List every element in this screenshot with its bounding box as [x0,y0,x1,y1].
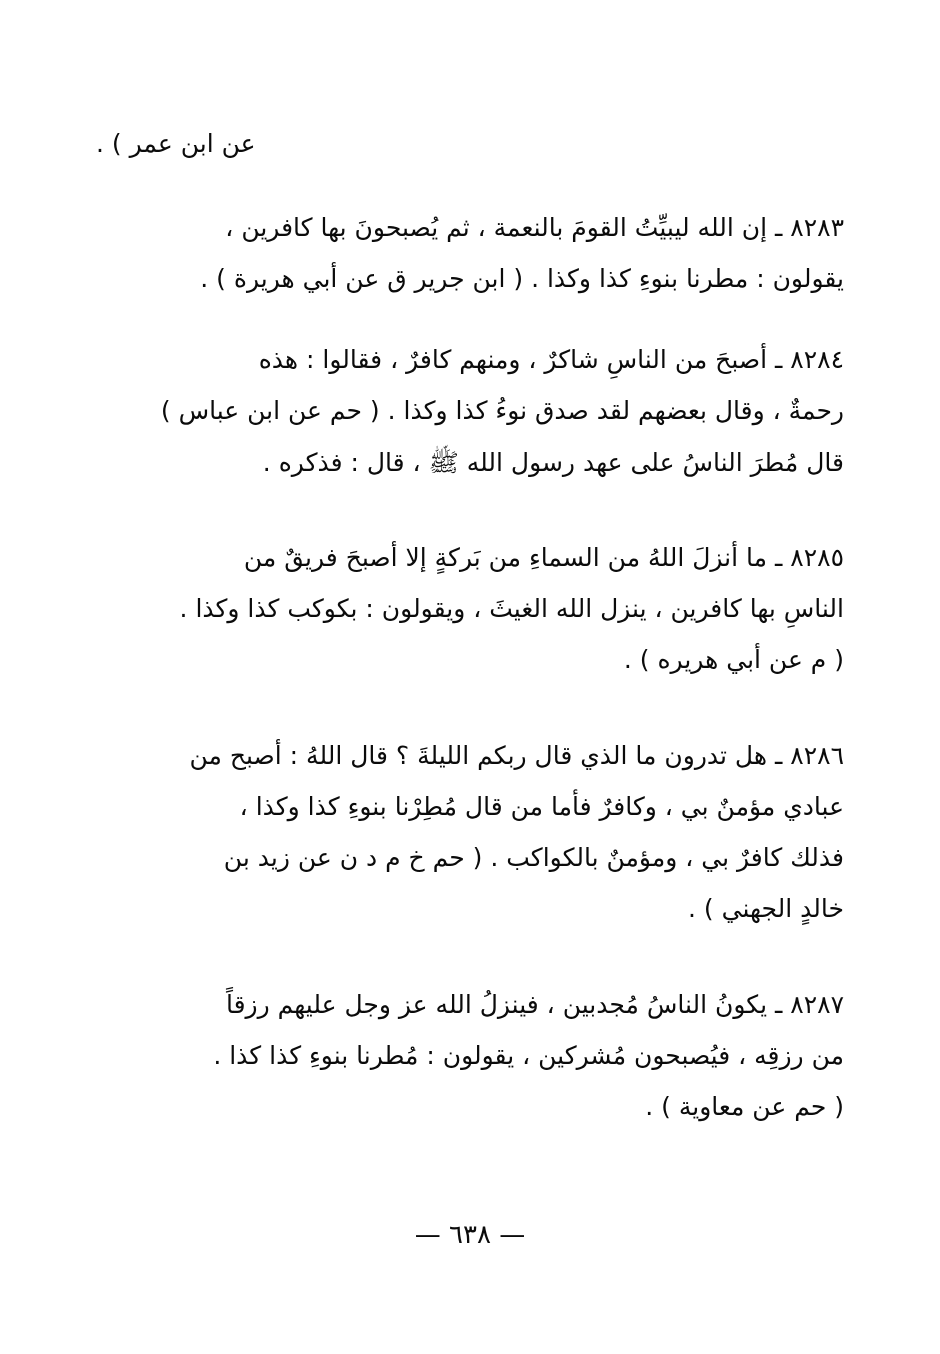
entry-line-2: رحمةٌ ، وقال بعضهم لقد صدق نوءُ كذا وكذا . ( حم عن ابن عباس ) [160,396,844,426]
hadith-entry [96,730,844,935]
entry-line-2: من رزقِه ، فيُصبحون مُشركين ، يقولون : مُطرنا بنوءِ كذا كذا . [213,1040,844,1070]
page-content [96,120,844,1176]
entry-text: ما أنزلَ اللهُ من السماءِ من بَركةٍ إلا أصبحَ فريقٌ من [243,542,768,572]
hadith-entry [96,202,844,305]
entry-text: هل تدرون ما الذي قال ربكم الليلةَ ؟ قال اللهُ : أصبح من [189,740,768,770]
hadith-entry [96,532,844,686]
entry-line-2: عبادي مؤمنٌ بي ، وكافرٌ فأما من قال مُطِرْنا بنوءِ كذا وكذا ، [239,791,844,821]
entry-number: ٨٢٨٤ ـ [775,345,844,374]
entry-line-4: خالدٍ الجهني ) . [688,894,844,924]
hadith-entry [96,979,844,1133]
page-number: — ٦٣٨ — [414,1220,526,1250]
entry-line-3: قال مُطرَ الناسُ على عهد رسول الله ﷺ ، قال : فذكره . [262,447,844,477]
entry-line-2: الناسِ بها كافرين ، ينزل الله الغيثَ ، ويقولون : بكوكب كذا وكذا . [179,594,844,623]
entry-text: يكونُ الناسُ مُجدبين ، فينزلُ الله عز وجل عليهم رزقاً [225,989,768,1019]
entry-number: ٨٢٨٥ ـ [775,542,844,572]
hadith-entry [96,334,844,488]
entry-text: إن الله ليبيِّتُ القومَ بالنعمة ، ثم يُصبحونَ بها كافرين ، [225,212,768,242]
opening-line: عن ابن عمر ) . [96,129,256,158]
entry-number: ٨٢٨٧ ـ [775,989,844,1019]
entry-line-3: ( م عن أبي هريره ) . [623,645,844,675]
entry-line-2: يقولون : مطرنا بنوءِ كذا وكذا . ( ابن جرير ق عن أبي هريرة ) . [200,263,844,293]
entry-number: ٨٢٨٦ ـ [775,740,844,770]
entry-number: ٨٢٨٣ ـ [775,212,844,242]
entry-line-3: ( حم عن معاوية ) . [645,1092,844,1121]
entry-text: أصبحَ من الناسِ شاكرٌ ، ومنهم كافرٌ ، فقالوا : هذه [258,345,768,374]
entry-line-3: فذلك كافرٌ بي ، ومؤمنٌ بالكواكب . ( حم خ م د ن عن زيد بن [223,843,844,872]
